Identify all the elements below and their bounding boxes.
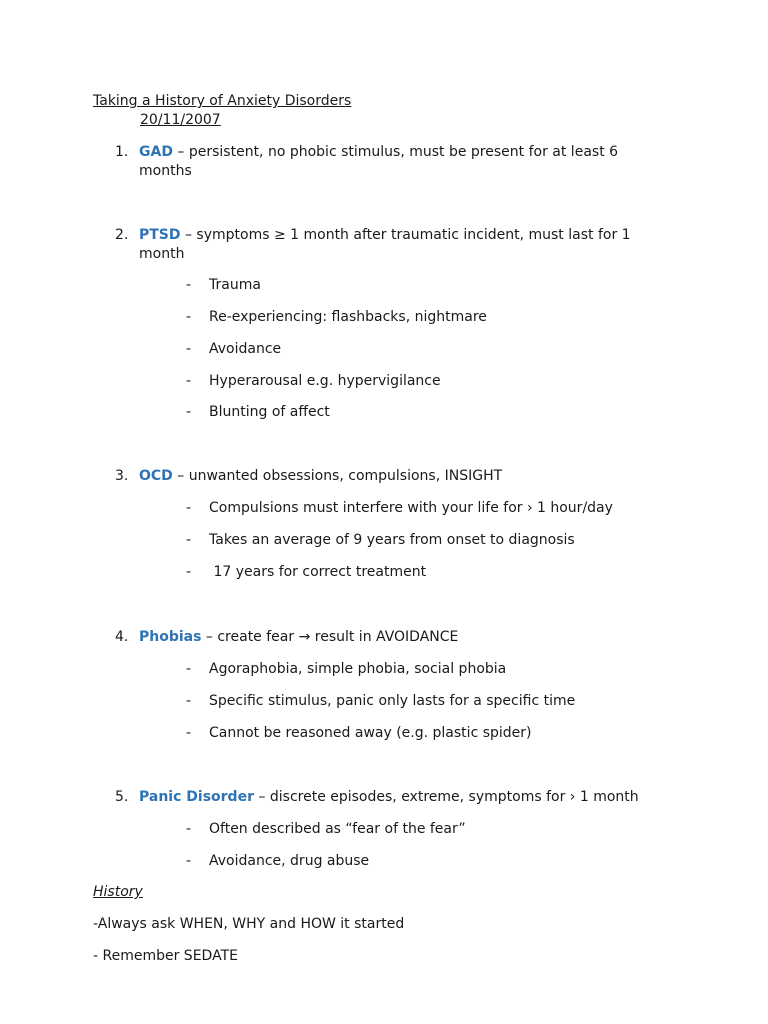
bullet-item: - Specific stimulus, panic only lasts for a specific time: [186, 693, 576, 709]
list-item-panic-disorder: [115, 788, 675, 807]
item-description: – discrete episodes, extreme, symptoms for › 1 month: [253, 789, 639, 805]
list-item-ocd: [115, 467, 675, 486]
item-description: – unwanted obsessions, compulsions, INSIGHT: [172, 468, 503, 484]
bullet-item: - Hyperarousal e.g. hypervigilance: [186, 373, 441, 389]
item-term: Panic Disorder: [139, 789, 254, 805]
bullet-item: - Avoidance, drug abuse: [186, 853, 370, 869]
item-term: GAD: [139, 144, 173, 160]
document-date: 20/11/2007: [140, 112, 221, 128]
item-number: 4.: [115, 629, 129, 645]
item-term: OCD: [139, 468, 173, 484]
bullet-item: - Re-experiencing: flashbacks, nightmare: [186, 309, 487, 325]
bullet-item: - Compulsions must interfere with your life for › 1 hour/day: [186, 500, 613, 516]
item-description: – symptoms ≥ 1 month after traumatic incident, must last for 1 month: [139, 227, 631, 262]
item-number: 3.: [115, 468, 129, 484]
item-number: 2.: [115, 227, 129, 243]
item-description: – persistent, no phobic stimulus, must be present for at least 6 months: [139, 144, 619, 179]
item-number: 1.: [115, 144, 129, 160]
list-item-gad: [115, 143, 675, 181]
list-item-phobias: [115, 628, 675, 647]
item-number: 5.: [115, 789, 129, 805]
list-item-ptsd: [115, 226, 675, 264]
bullet-item: - Agoraphobia, simple phobia, social phobia: [186, 661, 507, 677]
bullet-item: - Blunting of affect: [186, 404, 330, 420]
document-title: Taking a History of Anxiety Disorders: [93, 93, 352, 109]
bullet-item: - 17 years for correct treatment: [186, 564, 427, 580]
bullet-item: - Often described as “fear of the fear”: [186, 821, 466, 837]
history-heading: History: [93, 884, 143, 900]
item-term: Phobias: [139, 629, 202, 645]
bullet-item: - Cannot be reasoned away (e.g. plastic spider): [186, 725, 532, 741]
history-note: - Remember SEDATE: [93, 948, 238, 964]
bullet-item: - Avoidance: [186, 341, 282, 357]
history-note: -Always ask WHEN, WHY and HOW it started: [93, 916, 405, 932]
item-description: – create fear → result in AVOIDANCE: [201, 629, 459, 645]
bullet-item: - Trauma: [186, 277, 261, 293]
bullet-item: - Takes an average of 9 years from onset to diagnosis: [186, 532, 575, 548]
item-term: PTSD: [139, 227, 181, 243]
